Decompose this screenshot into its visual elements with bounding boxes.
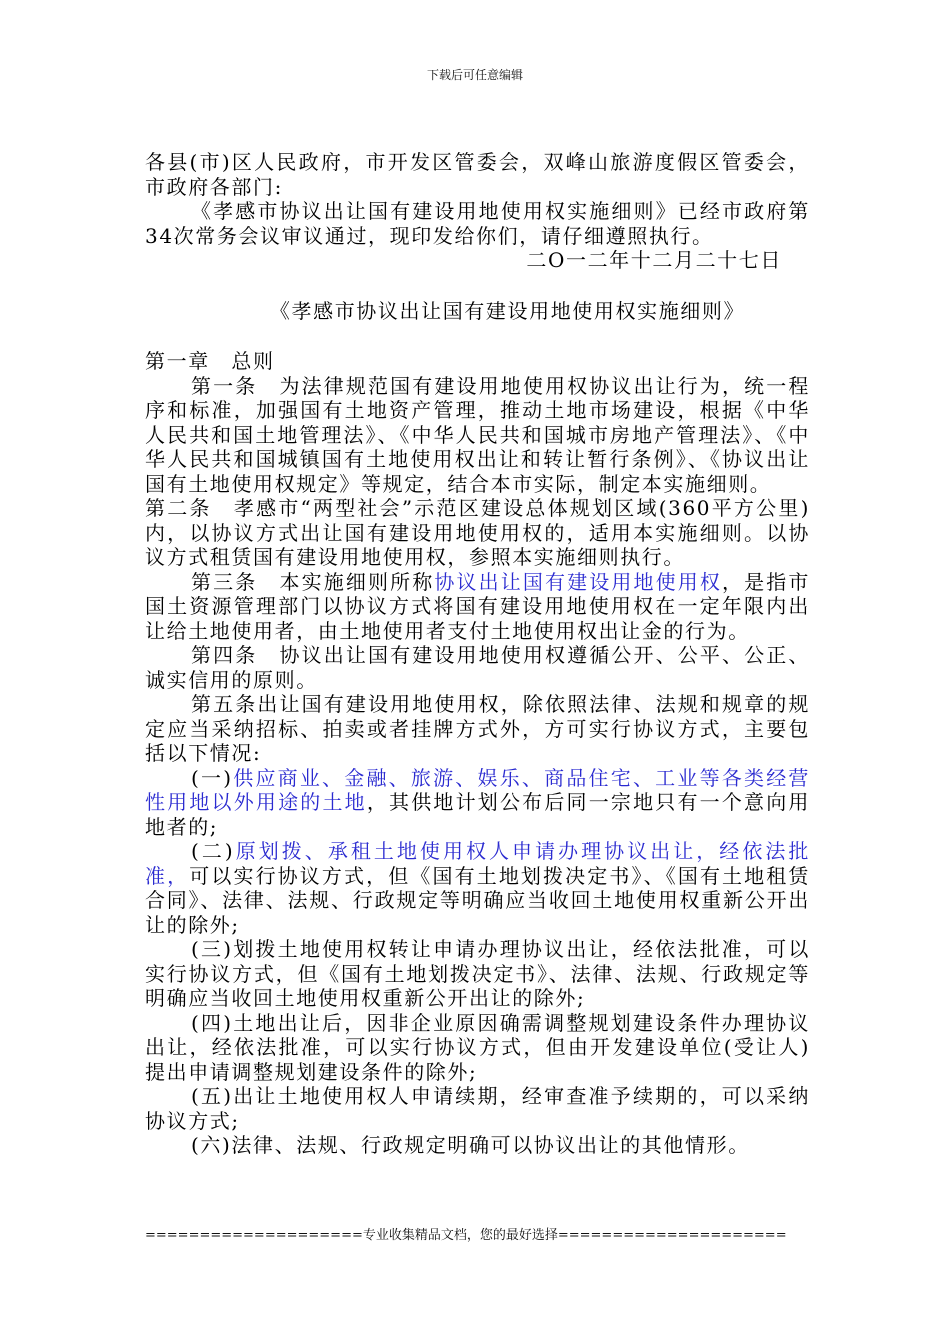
issue-date: 二O一二年十二月二十七日 [526, 248, 782, 272]
item-3: (三)划拨土地使用权转让申请办理协议出让，经依法批准，可以实行协议方式，但《国有土地划拨决定书》、法律、法规、行政规定等明确应当收回土地使用权重新公开出让的除外; [145, 937, 810, 1010]
page-header: 下载后可任意编辑 [426, 68, 523, 82]
article-2: 第二条 孝感市“两型社会”示范区建设总体规划区域(360平方公里)内，以协议方式出让国有建设用地使用权的，适用本实施细则。以协议方式租赁国有建设用地使用权，参照本实施细则执行。 [145, 496, 810, 569]
item-2-text: 可以实行协议方式，但《国有土地划拨决定书》、《国有土地租赁合同》、法律、法规、行政规定等明确应当收回土地使用权重新公开出让的除外; [145, 863, 810, 937]
item-1-link[interactable]: 供应商业、金融、旅游、娱乐、商品住宅、工业等各类经营性用地以外用途的土地 [145, 765, 810, 814]
article-3-link[interactable]: 协议出让国有建设用地使用权 [434, 569, 722, 594]
article-3-prefix: 第三条 本实施细则所称 [191, 569, 435, 594]
item-5: (五)出让土地使用权人申请续期，经审查准予续期的，可以采纳协议方式; [145, 1084, 810, 1133]
item-2-number: (二) [191, 839, 235, 863]
item-2-link[interactable]: 原划拨、承租土地使用权人申请办理协议出让，经依法批准， [145, 839, 810, 888]
item-6: (六)法律、法规、行政规定明确可以协议出让的其他情形。 [191, 1133, 750, 1157]
page-footer: ====================专业收集精品文档，您的最好选择===================== [145, 1228, 787, 1243]
notice-paragraph: 《孝感市协议出让国有建设用地使用权实施细则》已经市政府第34次常务会议审议通过，现印发给你们，请仔细遵照执行。 [145, 199, 810, 248]
item-2 [145, 839, 810, 937]
document-body [145, 150, 810, 1158]
item-4: (四)土地出让后，因非企业原因确需调整规划建设条件办理协议出让，经依法批准，可以实行协议方式，但由开发建设单位(受让人)提出申请调整规划建设条件的除外; [145, 1010, 810, 1084]
item-1-text: ，其供地计划公布后同一宗地只有一个意向用地者的; [145, 790, 811, 839]
article-4: 第四条 协议出让国有建设用地使用权遵循公开、公平、公正、诚实信用的原则。 [145, 643, 810, 692]
recipients: 各县(市)区人民政府，市开发区管委会，双峰山旅游度假区管委会，市政府各部门: [145, 150, 810, 199]
chapter-heading: 第一章 总则 [145, 349, 275, 373]
article-1: 第一条 为法律规范国有建设用地使用权协议出让行为，统一程序和标准，加强国有土地资产管理，推动土地市场建设，根据《中华人民共和国土地管理法》、《中华人民共和国城市房地产管理法》、《中华人民共和国城镇国有土地使用权出让和转让暂行条例》、《协议出让国有土地使用权规定》等规定，结合本市实际，制定本实施细则。 [145, 373, 810, 496]
document-title: 《孝感市协议出让国有建设用地使用权实施细则》 [269, 298, 746, 323]
article-3-text: ，是指市国土资源管理部门以协议方式将国有建设用地使用权在一定年限内出让给土地使用者，由土地使用者支付土地使用权出让金的行为。 [145, 569, 810, 643]
article-3 [145, 570, 810, 644]
item-1-number: (一) [191, 765, 233, 790]
article-5: 第五条出让国有建设用地使用权，除依照法律、法规和规章的规定应当采纳招标、拍卖或者挂牌方式外，方可实行协议方式，主要包括以下情况: [145, 692, 810, 765]
item-1 [145, 766, 810, 840]
